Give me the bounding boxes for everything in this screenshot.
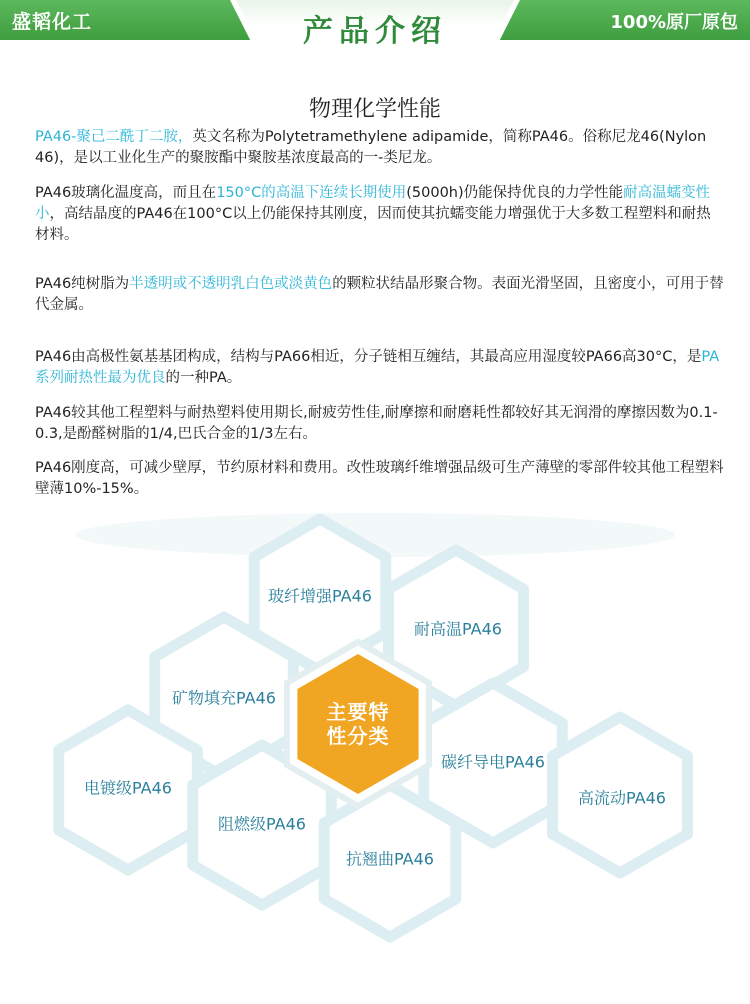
hex-label-plating: 电镀级PA46 (84, 778, 172, 798)
body-text: PA46由高极性氨基基团构成，结构与PA66相近，分子链相互缠结，其最高应用湿度较PA66高30°C，是 (35, 349, 702, 365)
hex-label-high-temp: 耐高温PA46 (414, 619, 502, 639)
center-label-line1: 主要特 (326, 700, 390, 724)
body-text: PA46纯树脂为 (35, 276, 130, 292)
hex-label-high-flow: 高流动PA46 (578, 788, 666, 808)
body-text: (5000h)仍能保持优良的力学性能 (406, 185, 624, 201)
highlight-text: 半透明或不透明乳白色或淡黄色 (129, 276, 333, 292)
hex-label-anti-warp: 抗翘曲PA46 (346, 849, 434, 869)
paragraph-structure (35, 347, 725, 389)
body-text: 的颗粒状结晶形聚合物。表面光滑坚固，且密度小，可用于替代金属。 (35, 276, 724, 313)
page-title: 产品介绍 (303, 14, 447, 49)
hex-label-mineral: 矿物填充PA46 (172, 688, 276, 708)
feature-honeycomb (0, 505, 750, 1000)
paragraph-intro (35, 127, 725, 169)
original-package-badge: 100%原厂原包 (610, 12, 738, 33)
hex-label-glass-fiber: 玻纤增强PA46 (268, 586, 372, 606)
hex-label-carbon-fiber: 碳纤导电PA46 (441, 752, 545, 772)
honeycomb-svg (0, 505, 750, 1000)
highlight-text: PA系列耐热性最为优良 (35, 349, 720, 386)
body-text: PA46玻璃化温度高，而且在 (35, 185, 217, 201)
paragraph-stiffness (35, 458, 725, 500)
body-text: 英文名称为Polytetramethylene adipamide，简称PA46。俗称尼龙46(Nylon 46)，是以工业化生产的聚胺酯中聚胺基浓度最高的一-类尼龙。 (35, 129, 707, 166)
section-title: 物理化学性能 (308, 97, 441, 122)
highlight-text: 150°C的高温下连续长期使用 (216, 185, 407, 201)
center-label (327, 700, 390, 748)
center-label-line2: 性分类 (326, 724, 390, 748)
paragraph-friction (35, 403, 725, 445)
highlight-text: 耐高温蠕变性小 (35, 185, 711, 222)
paragraph-heat-resistance (35, 183, 725, 246)
body-text: 的一种PA。 (165, 370, 242, 386)
hex-label-flame-retardant: 阻燃级PA46 (218, 814, 306, 834)
highlight-text: PA46-聚己二酰丁二胺， (35, 129, 193, 145)
body-text: PA46较其他工程塑料与耐热塑料使用期长,耐疲劳性佳,耐摩擦和耐磨耗性都较好其无润滑的摩擦因数为0.1-0.3,是酚醛树脂的1/4,巴氏合金的1/3左右。 (35, 405, 718, 442)
body-text: PA46刚度高，可减少壁厚，节约原材料和费用。改性玻璃纤维增强品级可生产薄壁的零部件较其他工程塑料壁薄10%-15%。 (35, 460, 724, 497)
body-text: ，高结晶度的PA46在100°C以上仍能保持其刚度，因而使其抗蠕变能力增强优于大多数工程塑料和耐热材料。 (35, 206, 711, 243)
brand-name: 盛韬化工 (12, 11, 93, 33)
paragraph-appearance (35, 274, 725, 316)
